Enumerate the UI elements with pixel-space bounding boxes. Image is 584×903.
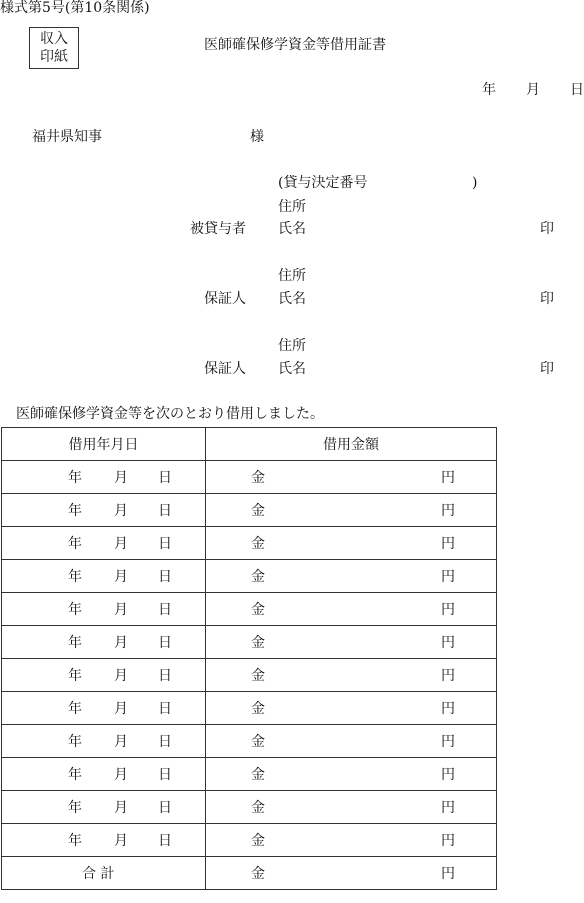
date-month: 月 (526, 82, 540, 98)
row-year: 年 (68, 668, 82, 684)
row-year: 年 (68, 635, 82, 651)
date-cell (2, 824, 206, 857)
row-year: 年 (68, 800, 82, 816)
header-borrow-date: 借用年月日 (2, 428, 206, 461)
form-number: 様式第5号(第10条関係) (0, 0, 150, 16)
row-month: 月 (114, 470, 128, 486)
row-day: 日 (158, 734, 172, 750)
decision-number-open: (貸与決定番号 (278, 175, 368, 191)
amount-cell (206, 725, 497, 758)
amount-cell (206, 560, 497, 593)
row-month: 月 (114, 503, 128, 519)
table-row (2, 494, 497, 527)
table-body (2, 461, 497, 857)
row-amount-suffix: 円 (441, 503, 455, 519)
row-year: 年 (68, 767, 82, 783)
row-day: 日 (158, 569, 172, 585)
table-row (2, 824, 497, 857)
date-year: 年 (482, 82, 496, 98)
table-row (2, 725, 497, 758)
amount-cell (206, 758, 497, 791)
row-day: 日 (158, 833, 172, 849)
row-day: 日 (158, 701, 172, 717)
total-amount-suffix: 円 (441, 866, 455, 882)
guarantor1-name-label: 氏名 (278, 291, 306, 307)
row-amount-suffix: 円 (441, 668, 455, 684)
row-amount-prefix: 金 (251, 701, 265, 717)
total-amount-cell (206, 857, 497, 890)
guarantor2-name-label: 氏名 (278, 361, 306, 377)
row-amount-prefix: 金 (251, 635, 265, 651)
date-cell (2, 659, 206, 692)
row-month: 月 (114, 833, 128, 849)
table-row (2, 659, 497, 692)
row-month: 月 (114, 536, 128, 552)
borrower-address-label: 住所 (278, 199, 306, 215)
row-month: 月 (114, 767, 128, 783)
row-month: 月 (114, 635, 128, 651)
amount-cell (206, 494, 497, 527)
row-amount-suffix: 円 (441, 536, 455, 552)
amount-cell (206, 824, 497, 857)
date-cell (2, 527, 206, 560)
guarantor1-role: 保証人 (204, 291, 246, 307)
date-day: 日 (570, 82, 584, 98)
table-row (2, 560, 497, 593)
amount-cell (206, 461, 497, 494)
row-month: 月 (114, 734, 128, 750)
row-amount-suffix: 円 (441, 635, 455, 651)
amount-cell (206, 626, 497, 659)
total-label-cell (2, 857, 206, 890)
row-month: 月 (114, 701, 128, 717)
guarantor1-address-label: 住所 (278, 268, 306, 284)
borrowing-statement: 医師確保修学資金等を次のとおり借用しました。 (16, 406, 324, 422)
table-row (2, 791, 497, 824)
row-day: 日 (158, 536, 172, 552)
amount-cell (206, 527, 497, 560)
amount-cell (206, 593, 497, 626)
row-amount-prefix: 金 (251, 767, 265, 783)
row-year: 年 (68, 701, 82, 717)
table-header-row (2, 428, 497, 461)
borrower-role: 被貸与者 (190, 221, 246, 237)
date-cell (2, 725, 206, 758)
table-row (2, 758, 497, 791)
header-borrow-amount: 借用金額 (206, 428, 497, 461)
row-year: 年 (68, 602, 82, 618)
date-cell (2, 791, 206, 824)
table-row (2, 527, 497, 560)
guarantor2-role: 保証人 (204, 361, 246, 377)
addressee-name: 福井県知事 (32, 129, 102, 145)
row-year: 年 (68, 503, 82, 519)
row-amount-suffix: 円 (441, 800, 455, 816)
row-month: 月 (114, 800, 128, 816)
row-year: 年 (68, 470, 82, 486)
date-cell (2, 593, 206, 626)
date-cell (2, 626, 206, 659)
borrowing-table (1, 427, 497, 890)
total-label: 合 計 (82, 866, 115, 882)
total-row (2, 857, 497, 890)
amount-cell (206, 659, 497, 692)
row-year: 年 (68, 536, 82, 552)
row-month: 月 (114, 668, 128, 684)
row-month: 月 (114, 569, 128, 585)
row-amount-prefix: 金 (251, 503, 265, 519)
borrower-name-label: 氏名 (278, 221, 306, 237)
row-amount-suffix: 円 (441, 701, 455, 717)
document-title: 医師確保修学資金等借用証書 (204, 37, 386, 53)
amount-cell (206, 791, 497, 824)
row-day: 日 (158, 470, 172, 486)
total-amount-prefix: 金 (251, 866, 265, 882)
revenue-stamp-box (29, 27, 79, 69)
row-amount-suffix: 円 (441, 734, 455, 750)
date-cell (2, 494, 206, 527)
row-amount-suffix: 円 (441, 833, 455, 849)
row-amount-prefix: 金 (251, 470, 265, 486)
row-day: 日 (158, 668, 172, 684)
stamp-label-line1: 収入 (40, 31, 68, 47)
guarantor1-seal: 印 (540, 291, 554, 307)
row-day: 日 (158, 635, 172, 651)
row-amount-prefix: 金 (251, 569, 265, 585)
table-row (2, 461, 497, 494)
row-year: 年 (68, 569, 82, 585)
stamp-label-line2: 印紙 (40, 49, 68, 65)
row-amount-prefix: 金 (251, 602, 265, 618)
date-cell (2, 560, 206, 593)
date-cell (2, 692, 206, 725)
row-year: 年 (68, 734, 82, 750)
row-day: 日 (158, 767, 172, 783)
row-day: 日 (158, 800, 172, 816)
row-amount-suffix: 円 (441, 767, 455, 783)
row-amount-prefix: 金 (251, 800, 265, 816)
amount-cell (206, 692, 497, 725)
table-row (2, 692, 497, 725)
row-amount-prefix: 金 (251, 734, 265, 750)
guarantor2-seal: 印 (540, 361, 554, 377)
guarantor2-address-label: 住所 (278, 338, 306, 354)
row-amount-suffix: 円 (441, 602, 455, 618)
row-day: 日 (158, 602, 172, 618)
date-cell (2, 758, 206, 791)
row-day: 日 (158, 503, 172, 519)
decision-number-close: ) (472, 175, 478, 191)
row-year: 年 (68, 833, 82, 849)
date-cell (2, 461, 206, 494)
borrower-seal: 印 (540, 221, 554, 237)
table-row (2, 626, 497, 659)
addressee-honorific: 様 (250, 129, 264, 145)
row-amount-prefix: 金 (251, 833, 265, 849)
row-amount-prefix: 金 (251, 536, 265, 552)
row-amount-prefix: 金 (251, 668, 265, 684)
table-row (2, 593, 497, 626)
row-amount-suffix: 円 (441, 470, 455, 486)
row-amount-suffix: 円 (441, 569, 455, 585)
row-month: 月 (114, 602, 128, 618)
